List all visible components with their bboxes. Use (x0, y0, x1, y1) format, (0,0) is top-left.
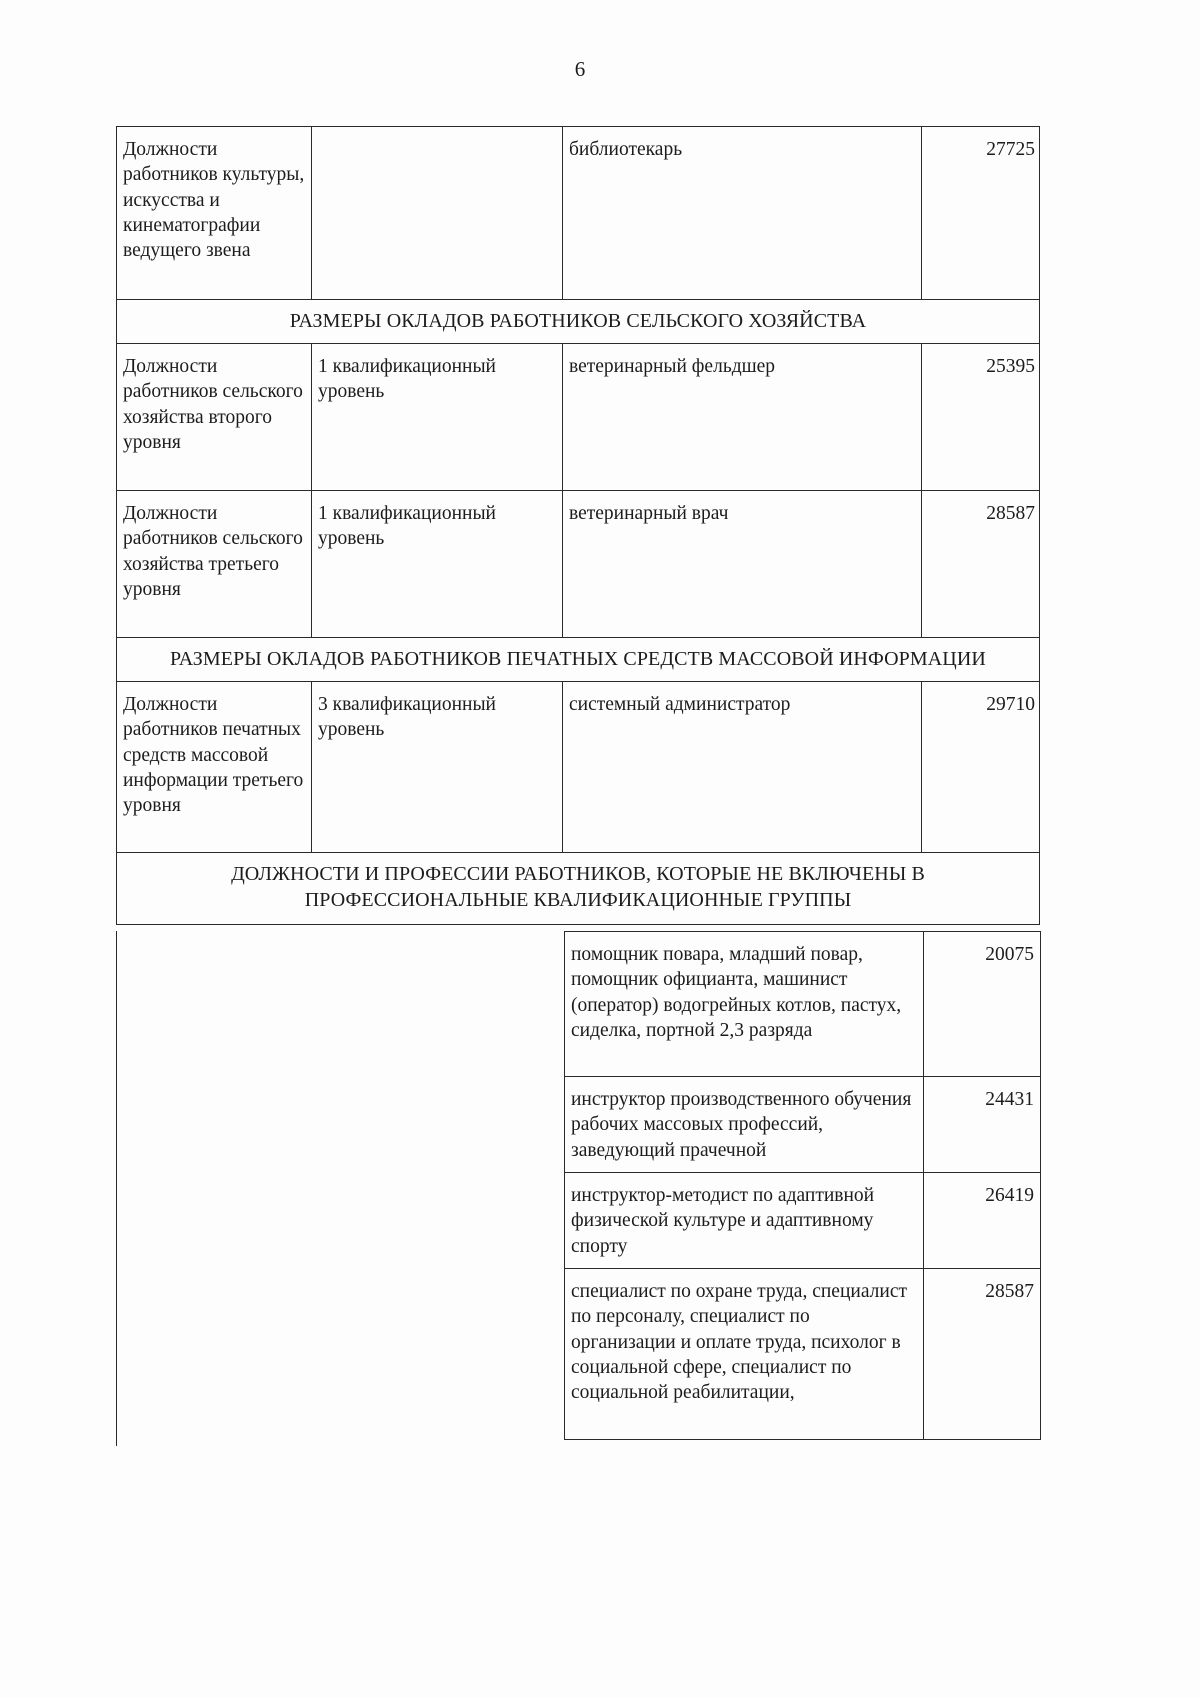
table-row (565, 1077, 1041, 1173)
position-cell: ветеринарный фельдшер (563, 344, 922, 491)
position-cell: специалист по охране труда, специалист по персоналу, специалист по организации и оплате труда, психолог в социальной сфере, специалист по социальной реабилитации, (565, 1269, 924, 1440)
table-row (565, 1173, 1041, 1269)
salary-table (116, 126, 1040, 925)
table-row (117, 127, 1040, 300)
salary-cell: 27725 (922, 127, 1040, 300)
table-row (565, 932, 1041, 1077)
section-header-row (117, 638, 1040, 682)
position-cell: инструктор производственного обучения рабочих массовых профессий, заведующий прачечной (565, 1077, 924, 1173)
position-cell: инструктор-методист по адаптивной физической культуре и адаптивному спорту (565, 1173, 924, 1269)
level-cell: 1 квалификационный уровень (312, 491, 563, 638)
salary-cell: 28587 (924, 1269, 1041, 1440)
salary-cell: 20075 (924, 932, 1041, 1077)
section-header-other-line2: ПРОФЕССИОНАЛЬНЫЕ КВАЛИФИКАЦИОННЫЕ ГРУППЫ (304, 889, 852, 911)
position-cell: библиотекарь (563, 127, 922, 300)
unclassified-positions-table (564, 931, 1041, 1440)
table-row (565, 1269, 1041, 1440)
section-header-row (117, 853, 1040, 925)
level-cell: 3 квалификационный уровень (312, 682, 563, 853)
section-header-media: РАЗМЕРЫ ОКЛАДОВ РАБОТНИКОВ ПЕЧАТНЫХ СРЕДСТВ МАССОВОЙ ИНФОРМАЦИИ (117, 638, 1040, 682)
group-cell: Должности работников печатных средств массовой информации третьего уровня (117, 682, 312, 853)
salary-cell: 24431 (924, 1077, 1041, 1173)
section-header-row (117, 300, 1040, 344)
salary-cell: 26419 (924, 1173, 1041, 1269)
section-header-other (117, 853, 1040, 925)
level-cell (312, 127, 563, 300)
section-header-other-line1: ДОЛЖНОСТИ И ПРОФЕССИИ РАБОТНИКОВ, КОТОРЫЕ НЕ ВКЛЮЧЕНЫ В (231, 863, 925, 885)
group-cell: Должности работников культуры, искусства и кинематографии ведущего звена (117, 127, 312, 300)
position-cell: ветеринарный врач (563, 491, 922, 638)
position-cell: системный администратор (563, 682, 922, 853)
table-row (117, 491, 1040, 638)
group-cell: Должности работников сельского хозяйства второго уровня (117, 344, 312, 491)
level-cell: 1 квалификационный уровень (312, 344, 563, 491)
table-row (117, 344, 1040, 491)
salary-cell: 29710 (922, 682, 1040, 853)
salary-cell: 25395 (922, 344, 1040, 491)
section-header-agriculture: РАЗМЕРЫ ОКЛАДОВ РАБОТНИКОВ СЕЛЬСКОГО ХОЗЯЙСТВА (117, 300, 1040, 344)
table-row (117, 682, 1040, 853)
salary-cell: 28587 (922, 491, 1040, 638)
page-number: 6 (574, 57, 586, 81)
blank-area-left-border (116, 931, 117, 1446)
position-cell: помощник повара, младший повар, помощник официанта, машинист (оператор) водогрейных котлов, пастух, сиделка, портной 2,3 разряда (565, 932, 924, 1077)
group-cell: Должности работников сельского хозяйства третьего уровня (117, 491, 312, 638)
